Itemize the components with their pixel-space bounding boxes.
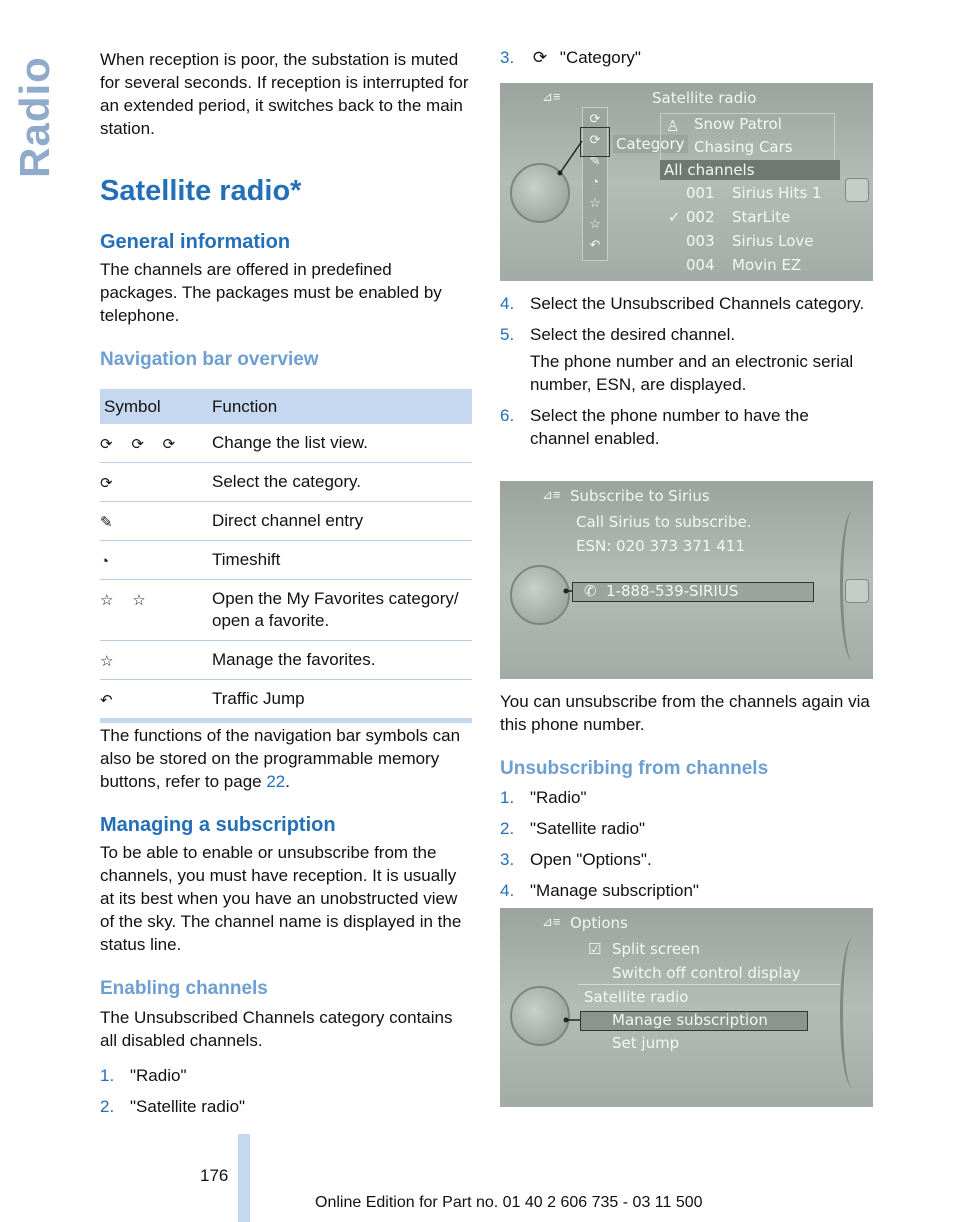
star-icon: ☆	[100, 592, 114, 609]
channel-number: 001	[686, 184, 715, 202]
traffic-jump-icon: ↶	[100, 692, 113, 709]
chapter-label: Radio	[10, 56, 58, 178]
esn-text: ESN: 020 373 371 411	[576, 537, 745, 555]
enabling-heading: Enabling channels	[100, 978, 268, 999]
callout-line	[500, 908, 873, 1107]
list-view-icon: ⟳	[162, 436, 176, 453]
channel-name[interactable]: Sirius Hits 1	[732, 184, 822, 202]
screenshot-subscribe	[500, 481, 873, 679]
category-tooltip: Category	[613, 135, 688, 153]
side-chapter-title	[10, 45, 80, 195]
category-icon[interactable]: ⟳	[589, 132, 601, 147]
antenna-icon: ⊿≡	[542, 487, 561, 502]
memory-note: The functions of the navigation bar symbols can also be stored on the programmable memory buttons, refer to page 22.	[100, 726, 461, 791]
page-number: 176	[200, 1166, 229, 1185]
category-icon: ⟳	[100, 475, 113, 492]
step-3: 3. ⟳ "Category"	[500, 48, 641, 67]
subscription-text: To be able to enable or unsubscribe from the channels, you must have reception. It is usually at its best when you have an unobstructed view of the sky. The channel name is displayed in the status line.	[100, 843, 462, 954]
page-link[interactable]: 22	[266, 772, 286, 791]
enabling-text: The Unsubscribed Channels category contains all disabled channels.	[100, 1008, 453, 1050]
screenshot-options	[500, 908, 873, 1107]
split-screen-icon: ☑	[588, 940, 602, 958]
function-cell: Direct channel entry	[212, 502, 472, 541]
col-symbol-header: Symbol	[104, 396, 161, 416]
list-item: 4. "Manage subscription"	[500, 881, 699, 900]
category-icon: ⟳	[532, 48, 548, 67]
function-cell: Select the category.	[212, 463, 472, 502]
screen-title: Satellite radio	[652, 89, 757, 107]
unsubscribing-steps	[500, 786, 872, 910]
option-group-label: Satellite radio	[584, 988, 689, 1006]
unsubscribe-note: You can unsubscribe from the channels again via this phone number.	[500, 692, 870, 734]
channel-name[interactable]: Movin EZ	[732, 256, 802, 274]
list-item: 2. "Satellite radio"	[100, 1097, 246, 1116]
nav-bar-heading: Navigation bar overview	[100, 349, 319, 370]
antenna-icon: ⊿≡	[542, 914, 561, 929]
enabling-steps-left	[100, 1064, 472, 1126]
direct-entry-icon[interactable]: ✎	[589, 153, 601, 168]
channel-number: 002	[686, 208, 715, 226]
favorite-item[interactable]: Chasing Cars	[694, 138, 793, 156]
table-row	[100, 580, 472, 641]
screen-title: Subscribe to Sirius	[570, 487, 710, 505]
favorite-item[interactable]: Snow Patrol	[694, 115, 782, 133]
list-item: 3. Open "Options".	[500, 850, 652, 869]
manage-favorites-icon: ☆	[100, 653, 114, 670]
footer-bar	[238, 1134, 250, 1222]
all-channels-label: All channels	[664, 161, 755, 179]
general-info-text: The channels are offered in predefined packages. The packages must be enabled by telephone.	[100, 260, 442, 325]
phone-number[interactable]: 1-888-539-SIRIUS	[606, 582, 739, 600]
channel-name[interactable]: StarLite	[732, 208, 791, 226]
table-row	[100, 502, 472, 541]
table-row	[100, 641, 472, 680]
direct-entry-icon: ✎	[100, 514, 113, 531]
list-item: 4. Select the Unsubscribed Channels category.	[500, 294, 865, 313]
option-item[interactable]: Switch off control display	[612, 964, 801, 982]
list-item: 2. "Satellite radio"	[500, 819, 646, 838]
channel-number: 003	[686, 232, 715, 250]
subscribe-instruction: Call Sirius to subscribe.	[576, 513, 752, 531]
list-item: 1. "Radio"	[100, 1066, 187, 1085]
enabling-steps-right	[500, 292, 872, 458]
table-row	[100, 680, 472, 721]
screen-title: Options	[570, 914, 628, 932]
option-item[interactable]: Split screen	[612, 940, 700, 958]
function-cell: Traffic Jump	[212, 680, 472, 721]
list-view-icon: ⟳	[131, 436, 144, 453]
traffic-jump-icon[interactable]: ↶	[589, 237, 601, 252]
callout-line	[500, 481, 873, 679]
footer-text: Online Edition for Part no. 01 40 2 606 735 - 03 11 500	[315, 1194, 703, 1211]
list-item: 5. Select the desired channel. The phone number and an electronic serial number, ESN, are displayed.	[500, 325, 854, 394]
screenshot-satellite-radio	[500, 83, 873, 281]
intro-paragraph: When reception is poor, the substation is muted for several seconds. If reception is interrupted for an extended period, it switches back to the main station.	[100, 50, 469, 138]
callout-line	[500, 83, 873, 281]
table-row	[100, 541, 472, 580]
table-row	[100, 424, 472, 463]
subscription-heading: Managing a subscription	[100, 814, 336, 836]
list-item: 6. Select the phone number to have the channel enabled.	[500, 406, 809, 448]
general-info-heading: General information	[100, 231, 291, 253]
nav-bar-table	[100, 389, 472, 723]
function-cell: Open the My Favorites category/ open a favorite.	[212, 580, 472, 641]
list-view-icon: ⟳	[100, 436, 113, 453]
section-title: Satellite radio*	[100, 175, 302, 207]
list-view-icon[interactable]: ⟳	[589, 111, 601, 126]
option-item[interactable]: Manage subscription	[612, 1011, 768, 1029]
antenna-icon: ⊿≡	[542, 89, 561, 104]
unsubscribing-heading: Unsubscribing from channels	[500, 758, 769, 779]
list-item: 1. "Radio"	[500, 788, 587, 807]
channel-number: 004	[686, 256, 715, 274]
function-cell: Change the list view.	[212, 424, 472, 463]
function-cell: Timeshift	[212, 541, 472, 580]
channel-name[interactable]: Sirius Love	[732, 232, 814, 250]
table-row	[100, 463, 472, 502]
manage-favorites-icon[interactable]: ☆	[589, 216, 601, 231]
timeshift-icon: ◔	[100, 553, 110, 570]
check-icon: ✓	[668, 208, 681, 226]
favorite-icon: ♙	[666, 117, 680, 135]
timeshift-icon[interactable]: ◔	[591, 174, 599, 189]
function-cell: Manage the favorites.	[212, 641, 472, 680]
table-header-row	[100, 389, 472, 424]
star-icon[interactable]: ☆	[589, 195, 601, 210]
option-item[interactable]: Set jump	[612, 1034, 680, 1052]
star-plus-icon: ☆	[132, 592, 146, 609]
phone-icon: ✆	[584, 582, 597, 600]
col-function-header: Function	[212, 396, 278, 416]
